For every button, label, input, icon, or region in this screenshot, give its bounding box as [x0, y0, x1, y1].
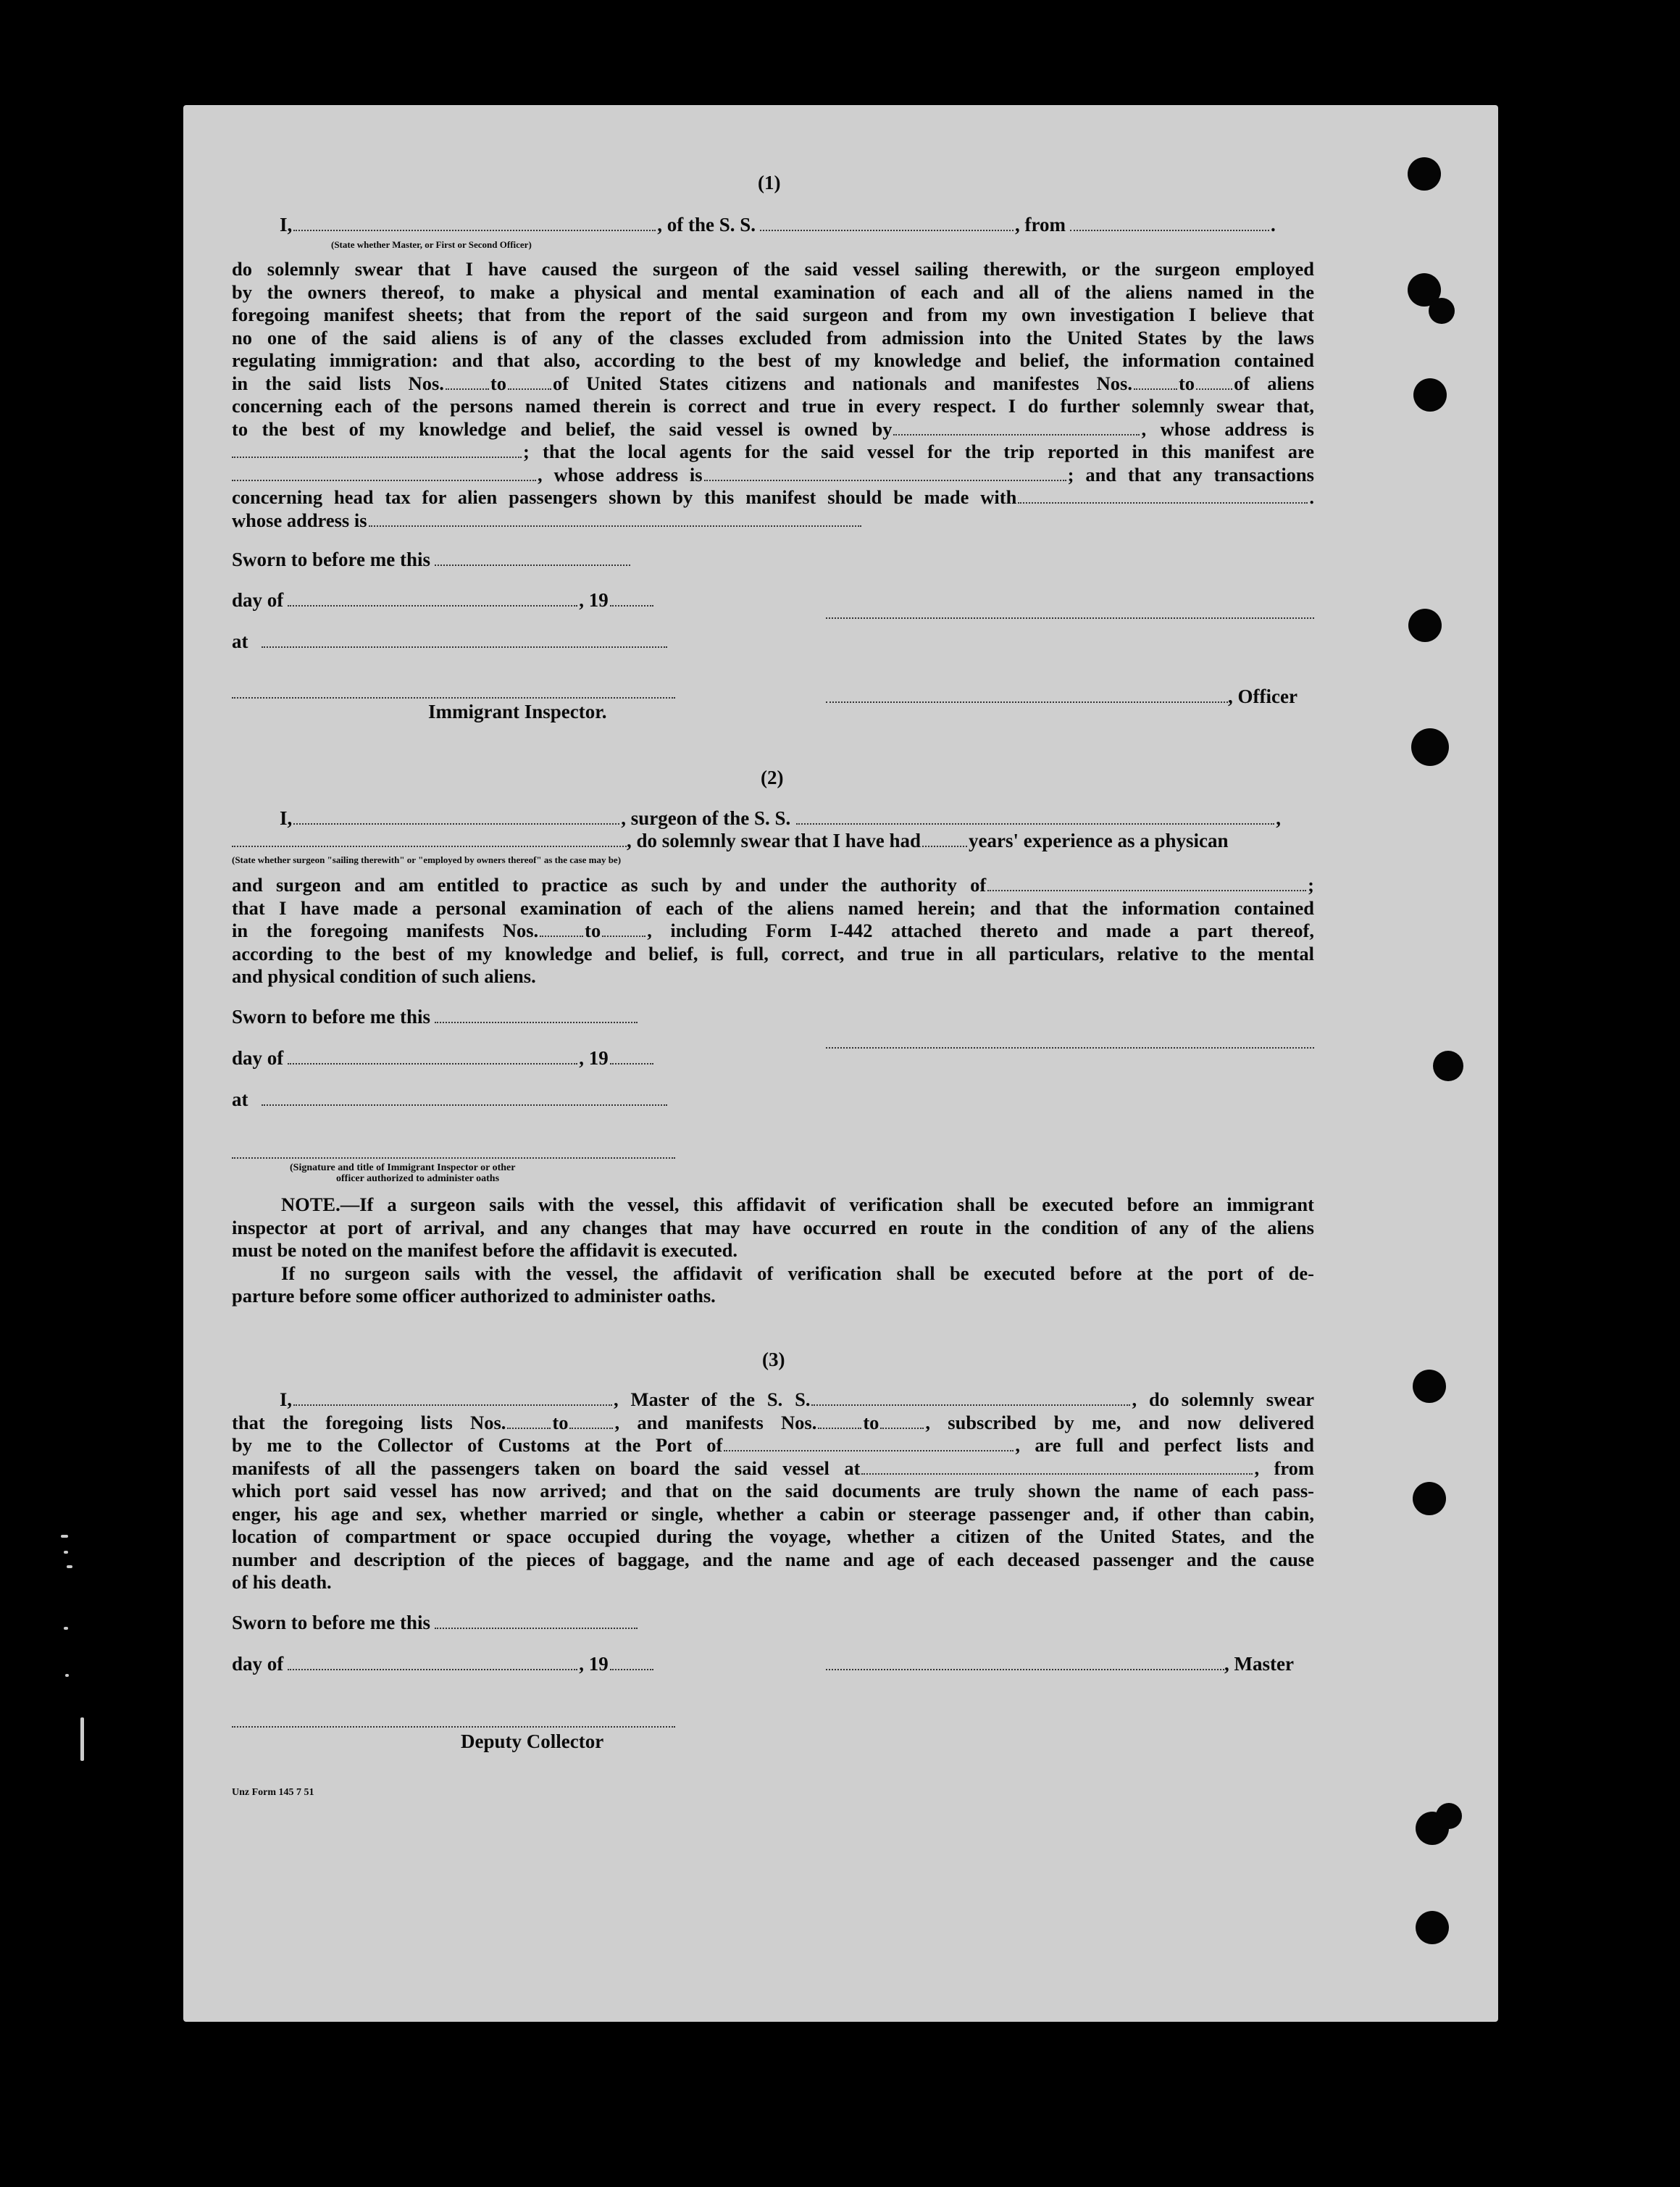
section-1-number: (1)	[758, 172, 781, 193]
inspector-sign-line	[232, 697, 675, 699]
deputy-collector-label: Deputy Collector	[461, 1730, 604, 1752]
punch-hole	[1413, 378, 1447, 412]
signature-note-1: (Signature and title of Immigrant Inspector or other	[290, 1162, 516, 1173]
film-mark	[80, 1717, 84, 1761]
experience-line: , do solemnly swear that I have had years' experience as a physican	[232, 830, 1229, 852]
label-from: , from	[1015, 214, 1066, 236]
form-number: Unz Form 145 7 51	[232, 1787, 314, 1798]
punch-hole	[1429, 298, 1455, 324]
at-line-1: at	[232, 630, 669, 653]
day-line-3: day of , 19	[232, 1653, 655, 1675]
officer-note: (State whether Master, or First or Second Officer)	[331, 239, 532, 250]
surgeon-line: I, , surgeon of the S. S. ,	[280, 807, 1282, 829]
inspector-sign-line-2	[232, 1157, 675, 1159]
film-mark	[67, 1565, 72, 1568]
sworn-line-2: Sworn to before me this	[232, 1006, 639, 1028]
day-line-2: day of , 19	[232, 1047, 655, 1070]
punch-hole	[1436, 1803, 1462, 1829]
officer-line: I, , of the S. S. , from .	[280, 214, 1276, 236]
signature-note-2: officer authorized to administer oaths	[336, 1173, 500, 1184]
sworn-line-3: Sworn to before me this	[232, 1612, 639, 1634]
section-1-oath: do solemnly swear that I have caused the surgeon of the said vessel sailing therewith, or the surgeon employed by the owners thereof, to make a physical and mental examination of each and all of the aliens named in the foregoing manifest sheets; that from the report of the said surgeon and from my own investigation I believe that no one of the said aliens is of any of the classes excluded from admission into the United States by the laws regulating immigration: and that also, according to the best of my knowledge and belief, the information contained in the said lists Nos. to of United States citizens and nationals and manifestes Nos. to of aliens concerning each of the persons named therein is correct and true in every respect. I do further solemnly swear that, to the best of my knowledge and belief, the said vessel is owned by , whose address is ; that the local agents for the said vessel for the trip reported in this manifest are , whose address is ; and that any transactions concerning head tax for alien passengers shown by this manifest should be made with . whose address is	[232, 258, 1315, 531]
punch-hole	[1411, 728, 1449, 766]
signature-line-2	[826, 1047, 1314, 1049]
surgeon-note: (State whether surgeon "sailing therewith" or "employed by owners thereof" as the case may be)	[232, 854, 622, 865]
immigrant-inspector-label: Immigrant Inspector.	[428, 701, 607, 722]
punch-hole	[1408, 157, 1441, 191]
sworn-line-1: Sworn to before me this	[232, 549, 632, 571]
section-2-oath: and surgeon and am entitled to practice as such by and under the authority of ; that I have made a personal examination of each of the aliens named herein; and that the information contained in the foregoing manifests Nos. to , including Form I-442 attached thereto and made a part thereof, according to the best of my knowledge and belief, is full, correct, and true in all particulars, relative to the mental and physical condition of such aliens.	[232, 874, 1314, 987]
label-ss: , of the S. S.	[657, 214, 756, 236]
master-line: , Master	[826, 1653, 1294, 1675]
collector-sign-line	[232, 1726, 675, 1728]
punch-hole	[1416, 1911, 1449, 1944]
punch-hole	[1413, 1482, 1446, 1515]
section-2-number: (2)	[761, 767, 784, 788]
section-3-number: (3)	[762, 1349, 785, 1370]
film-mark	[61, 1535, 68, 1538]
punch-hole	[1433, 1051, 1463, 1081]
day-line-1: day of , 19	[232, 589, 655, 612]
label-i: I,	[280, 214, 293, 236]
punch-hole	[1413, 1370, 1446, 1403]
signature-line	[826, 617, 1314, 619]
section-3-oath: I, , Master of the S. S. , do solemnly swear that the foregoing lists Nos. to , and manifests Nos. to , subscribed by me, and now delivered by me to the Collector of Customs at the Port of , are full and perfect lists and manifests of all the passengers taken on board the said vessel at , from which port said vessel has now arrived; and that on the said documents are truly shown the name of each pass- enger, his age and sex, whether married or single, whether a cabin or steerage passenger and, if other than cabin, location of compartment or space occupied during the voyage, whether a citizen of the United States, and the number and description of the pieces of baggage, and the name and age of each deceased passenger and the cause of his death.	[232, 1388, 1315, 1593]
at-line-2: at	[232, 1088, 669, 1111]
film-mark	[64, 1551, 68, 1554]
punch-hole	[1408, 609, 1442, 642]
officer-line-1: , Officer	[826, 686, 1297, 708]
film-mark	[64, 1627, 68, 1630]
film-mark	[65, 1674, 69, 1677]
note-paragraph: NOTE.—If a surgeon sails with the vessel, this affidavit of verification shall be executed before an immigrant inspector at port of arrival, and any changes that may have occurred en route in the condition of any of the aliens must be noted on the manifest before the affidavit is executed. If no surgeon sails with the vessel, the affidavit of verification shall be executed before at the port of de- parture before some officer authorized to administer oaths.	[232, 1194, 1314, 1307]
